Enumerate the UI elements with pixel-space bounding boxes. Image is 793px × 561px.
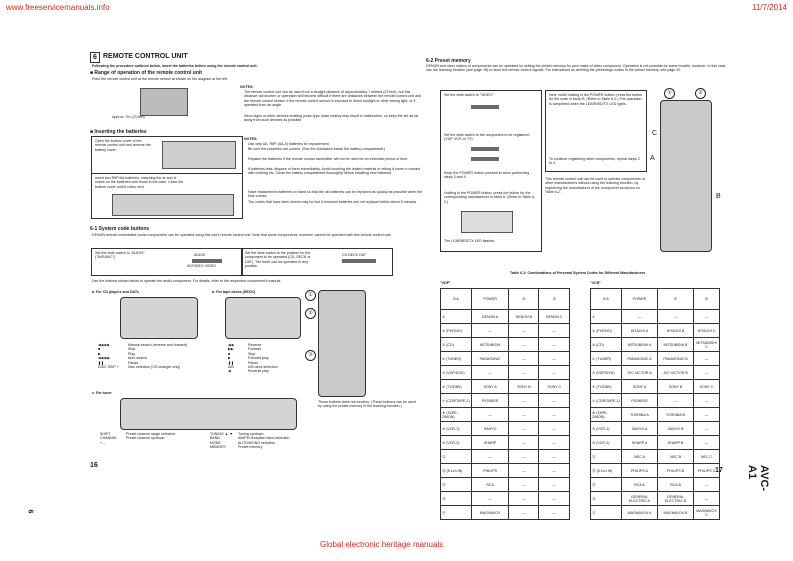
tuner-key: + – [100,440,106,445]
manufacturer-cell: — [472,492,509,506]
section-title: REMOTE CONTROL UNIT [103,53,188,60]
manufacturer-cell: — [509,408,539,422]
range-illustration [140,88,188,116]
manufacturer-cell: MITSUBISHI C [694,338,720,352]
range-notes-title: NOTES: [240,85,254,89]
manufacturer-cell: — [509,436,539,450]
battery-note-4: If batteries leak, dispose of them immediately. Avoid touching the leaked material or letting it come in contact with clothing etc. Clean the battery compartment thoroughly before installing new batteries. [248,167,421,176]
tuner-desc: Tuning up/down [238,432,264,436]
manufacturer-cell: SHARP A [622,436,658,450]
table-row [591,506,720,520]
learning-text: The LEARNED/TX LED flashes. [444,239,496,243]
manufacturer-cell: — [509,422,539,436]
header-cell: ⊟ [509,289,539,310]
vdp-table [440,288,570,520]
table-row [441,478,570,492]
batteries-title-text: Inserting the batteries [94,129,147,135]
manufacturer-cell: DENON B [509,310,539,324]
manufacturer-cell: PHILIPS B [657,464,693,478]
button-label-cell: ⑪ [591,450,622,464]
table-row [441,506,570,520]
button-label-cell: ⑦ (CDR/TAPE-1) [441,394,472,408]
deck-desc: Stop [248,351,256,356]
tuner-remote-panel [120,398,297,430]
manufacturer-cell: NEC C [694,450,720,464]
manufacturer-cell: RCA B [657,478,693,492]
manufacturer-cell: — [539,478,570,492]
code-step-2 [241,248,393,276]
callout-1-icon: ① [305,290,316,301]
button-label-cell: ③ (CD) [441,338,472,352]
manufacturer-cell: — [694,366,720,380]
manufacturer-cell: RCA [472,478,509,492]
tuner-function-list-left [100,432,220,445]
manufacturer-cell: — [539,338,570,352]
cd-desc: Pause [128,360,139,365]
vcr-table [590,288,720,520]
manufacturer-cell: — [539,366,570,380]
manufacturer-cell: SONY A [622,380,658,394]
callout-2-icon: ② [305,308,316,319]
manufacturer-cell: — [509,450,539,464]
manufacturer-cell: MAGNAVOX [472,506,509,520]
manufacturer-cell: PHILIPS C [694,464,720,478]
manufacturer-cell: — [539,506,570,520]
manufacturer-cell: NEC A [622,450,658,464]
preset-step-3: Keep the POWER button pressed in when performing steps 3 and 4. [444,171,530,180]
table-row [591,492,720,506]
manufacturer-cell: PIONEER [472,394,509,408]
manufacturer-cell: — [509,338,539,352]
button-label-cell: ⑧ (TAPE-2/MON) [591,408,622,422]
button-label-cell: ⑤ (VDP/DVD) [441,366,472,380]
manufacturer-cell: PHILIPS A [622,464,658,478]
tuner-key: CHANNEL [100,436,118,441]
battery-note-5: Have replacement batteries on hand so that the old batteries can be replaced as quickly as possible when the time comes. [248,190,423,199]
deck-key: ❚❚ [228,360,235,365]
button-label-cell: ⑫ (5.1ch IN) [591,464,622,478]
deck-desc: Forward [248,347,262,352]
button-label-cell: ⑥ (TV/DBS) [441,380,472,394]
preset-extra-text: This remote control unit can be used to operate components of other manufacturers without using the learning function, by registering the manufacturer of the component as shown on Table 6-2. [545,177,645,195]
manufacturer-cell: PANASONIC [472,352,509,366]
tuner-title: c. For tuner [92,391,112,395]
deck-desc: A/B deck selection [248,365,278,370]
button-label-cell: ⑥ (TV/DBS) [591,380,622,394]
manufacturer-cell: SONY B [657,380,693,394]
tuner-key: BAND [210,436,220,441]
manufacturer-cell: PANASONIC B [657,352,693,366]
table-header-row [591,289,720,310]
preset-memory-title: 6-2 Preset memory [426,58,471,64]
manufacturer-cell: JVC VICTOR A [622,366,658,380]
table-row [591,408,720,422]
manufacturer-cell: — [694,492,720,506]
button-label-cell: ③ (CD) [591,338,622,352]
button-label-cell: ① [591,310,622,324]
header-cell: ⊟ [539,289,570,310]
manufacturer-cell: SONY A [472,380,509,394]
right-page-number: 17 [715,467,723,474]
tuner-key: MEMORY [210,445,227,450]
button-label-cell: ⑨ (VCR-1) [591,422,622,436]
switch-video-label: AV/VIDEO VIDEO [187,264,216,268]
manufacturer-cell: — [509,464,539,478]
label-b: B [716,193,721,200]
cd-key: ◀◀ ▶▶ [98,356,111,361]
button-label-cell: ⑬ [591,478,622,492]
left-page-number: 16 [90,462,98,469]
manufacturer-cell: SANYO B [657,422,693,436]
manufacturer-cell: PANASONIC A [622,352,658,366]
manufacturer-cell: — [509,324,539,338]
manufacturer-cell: — [539,352,570,366]
button-label-cell: ⑭ [441,492,472,506]
tuner-desc: AUTO/MONO selection [238,440,276,445]
table-row [441,464,570,478]
table-row [591,394,720,408]
table-row [441,394,570,408]
manufacturer-cell: MAGNAVOX A [622,506,658,520]
manufacturer-cell: — [539,324,570,338]
manufacturer-cell: — [694,422,720,436]
table-row [591,352,720,366]
table-row [591,338,720,352]
header-cell: ⊟ [657,289,693,310]
cd-desc: Stop [128,347,136,352]
range-note-1: The remote control unit can be used from a straight distance of approximately 7 meters (23 feet), but this distance will shorten or operation will become difficult if there are obstacles between the remote control unit and the remote control sensor, if the remote control sensor is exposed to direct sunlight or other strong light, or if operated from an angle. [244,90,422,108]
button-label-cell: ⑨ (VCR-1) [441,422,472,436]
header-cell: B A [591,289,622,310]
deck-function-row [228,369,318,373]
table-row [441,422,570,436]
table-row [441,324,570,338]
cd-key: ❚❚ [98,360,105,365]
manufacturer-cell: MITSUBISHI A [622,338,658,352]
cd-desc: Play [128,351,135,356]
deck-key: ◀ [228,369,231,374]
deck-title: b. For tape decks (DECK) [212,290,256,294]
tuner-function-row [100,441,220,445]
manufacturer-cell: JVC VICTOR B [657,366,693,380]
table-row [441,366,570,380]
manufacturer-cell: — [539,408,570,422]
video-switch-icon [471,105,499,109]
battery-note-1: Use only AA, R6P (AA-3) batteries for replacement. [248,142,330,146]
tuner-key: MODE [210,440,221,445]
deck-remote-panel [225,297,301,339]
cd-desc: Disc selection (CD changer only) [128,365,181,370]
scan-date: 11/7/2014 [752,3,787,12]
tuner-desc: Preset channel range selection [126,432,176,436]
button-label-cell: ⑬ [441,478,472,492]
table-row [591,324,720,338]
system-code-title: 6-1 System code buttons [90,226,150,232]
manufacturer-cell: TOSHIBA B [657,408,693,422]
manufacturer-cell: NEC B [657,450,693,464]
battery-note-3: Replace the batteries if the remote control transmitter will not be used for an extended period of time. [248,157,409,161]
vcr-switch-icon [471,157,499,161]
button-label-cell: ④ (TUNER) [441,352,472,366]
manufacturer-cell: — [472,324,509,338]
cd-desc: Manual search (reverse and forward) [128,343,187,347]
manufacturer-cell: DENON A [472,310,509,324]
manufacturer-cell: — [694,478,720,492]
manufacturer-cell: MITSUBISHI [472,338,509,352]
battery-step-2-text: Insert two R6P/AA batteries, matching the ⊕ and ⊖ marks on the batteries with those in the case. Close the bottom cover until it clicks shut. [95,176,184,189]
deck-key: ◀◀ [228,343,234,347]
manufacturer-cell: HITACHI A [622,324,658,338]
button-label-cell: ⑦ (CDR/TAPE-1) [591,394,622,408]
manufacturer-cell: PIONEER [622,394,658,408]
switch-deck-label: CD DECK DAT [342,253,367,257]
preset-remote-illustration [660,100,712,252]
manufacturer-cell: — [694,408,720,422]
remote-back-illustration [162,141,236,169]
manufacturer-cell: — [539,450,570,464]
batteries-title: ■ Inserting the batteries [90,129,147,135]
manufacturer-cell: — [539,422,570,436]
table-row [441,408,570,422]
button-label-cell: ⑪ [441,450,472,464]
callout-1-icon: ① [664,88,675,99]
button-label-cell: ⑧ (TAPE-2/MON) [441,408,472,422]
battery-step-1-text: Open the bottom cover of the remote control unit and remove the battery cover. [95,139,151,152]
manufacturer-cell: SHARP [472,436,509,450]
table-row [441,436,570,450]
tuner-key: TUNING ▲ ▼ [210,432,233,436]
manufacturer-cell: DENON C [539,310,570,324]
preset-step-6: To continue registering other components, repeat steps 2 to 4. [549,157,640,166]
vdp-label: "VDP" [440,281,451,285]
table-row [591,310,720,324]
power-press-illustration [461,211,513,233]
cd-key: ▶ [98,351,101,356]
manufacturer-cell: — [509,478,539,492]
cd-function-list [98,343,218,369]
manufacturer-cell: GENERAL ELECTRIC A [622,492,658,506]
cd-title: a. For CD players and DATs [92,290,139,294]
table-row [591,436,720,450]
manufacturer-cell: — [509,394,539,408]
preset-step-4: Holding in the POWER button, press the button for the corresponding manufacturer in block A. (Refer to Table 6-2.) [444,191,536,204]
switch-audio-label: AUDIO [194,253,206,257]
intro-text: Following the procedure outlined below, insert the batteries before using the remote control unit. [92,64,258,68]
deck-key: A/B [228,365,234,370]
deck-key: ▶ [228,356,231,361]
battery-note-2: Be sure the polarities are correct. (See the illustration inside the battery compartment.) [248,147,386,151]
section-number-box: 6 [90,52,100,63]
button-label-cell: ⑮ [441,506,472,520]
code-step-1-text: Set the slide switch to "AUDIO" ("AVR/AVC"). [95,251,145,260]
tuner-desc: Preset memory [238,445,263,450]
manufacturer-cell: SONY B [509,380,539,394]
preset-intro: DENON and other makes of components can be operated by setting the preset memory for your make of video component. Operation is not possible for some models, however. In this case use the learning function (see page 18) to store the remote control signals. For instructions on deleting the preset/logo codes in the preset memory, see page 20. [426,64,726,73]
deck-desc: Pause [248,360,259,365]
battery-notes-title: NOTES: [244,137,258,141]
manufacturer-cell: SONY C [694,380,720,394]
button-label-cell: ④ (TUNER) [591,352,622,366]
header-cell: POWER [622,289,658,310]
battery-step-1 [91,136,243,174]
button-label-cell: ⑮ [591,506,622,520]
table-row [441,310,570,324]
cd-key: ◀◀ ▶▶ [98,343,111,347]
manufacturer-cell: — [657,310,693,324]
manufacturer-cell: GENERAL ELECTRIC B [657,492,693,506]
battery-note-6: The codes that have been stored may be lost if removed batteries are not replaced within about 5 minutes. [248,200,418,204]
manufacturer-cell: — [694,352,720,366]
manufacturer-cell: PHILIPS [472,464,509,478]
table-title: Table 6-2: Combinations of Personal System Codes for Different Manufacturers [510,271,646,275]
rotated-page-number: 6 [26,509,34,514]
code-step-3: Use the buttons shown below to operate the audio component. For details, refer to the respective component's manual. [92,279,282,283]
table-row [441,380,570,394]
preset-steps-right [545,90,647,172]
footer-watermark: Global electronic heritage manuals [320,540,444,549]
battery-step-2 [91,173,243,219]
manufacturer-cell: — [539,492,570,506]
code-step-1 [91,248,243,276]
manufacturer-cell: — [694,436,720,450]
vcr-label: "VCR" [590,281,601,285]
table-row [591,478,720,492]
remote-note: These buttons does not function. (These buttons can be used by using the preset memory in the learning function.) [318,400,416,409]
table-row [441,352,570,366]
table-row [591,450,720,464]
table-row [441,492,570,506]
manufacturer-cell: MAGNAVOX C [694,506,720,520]
callout-3-icon: ③ [305,350,316,361]
approx-label: Approx. 7m (23 feet) [112,115,145,119]
label-a: A [650,155,655,162]
range-text: Point the remote control unit at the remote sensor at shown on the diagram at the left. [92,77,229,81]
cd-remote-panel [120,297,198,339]
deck-desc: Reverse play [248,369,269,374]
table-row [441,450,570,464]
manufacturer-cell: — [509,492,539,506]
preset-step-2: Set the slide switch to the component to be registered (VDP, VCR or TV). [444,133,530,142]
manufacturer-cell: — [539,464,570,478]
deck-function-list [228,343,318,374]
manufacturer-cell: — [539,394,570,408]
deck-desc: Forward play [248,356,269,361]
deck-desc: Reverse [248,343,262,347]
model-side-label: AVC-A1 [746,465,770,492]
range-note-2: Neon signs or other devices emitting pulse-type noise nearby may result in malfunction, so keep the set as far away from such devices as possible. [244,114,419,123]
slide-switch-icon [192,259,222,263]
manufacturer-cell: — [539,436,570,450]
manufacturer-cell: SONY C [539,380,570,394]
button-label-cell: ⑤ (VDP/DVD) [591,366,622,380]
manufacturer-cell: — [472,450,509,464]
manufacturer-cell: HITACHI B [657,324,693,338]
manufacturer-cell: — [509,352,539,366]
vdp-switch-icon [471,147,499,151]
button-label-cell: ① [441,310,472,324]
deck-key: ■ [228,351,231,356]
manufacturer-cell: MITSUBISHI B [657,338,693,352]
manufacturer-cell: — [509,366,539,380]
table-row [441,338,570,352]
button-label-cell: ② (PHONO) [591,324,622,338]
preset-step-1: Set the slide switch to "VIDEO". [444,93,495,97]
callout-2-icon: ② [695,88,706,99]
manufacturer-cell: TOSHIBA A [622,408,658,422]
manufacturer-cell: — [694,310,720,324]
button-label-cell: ⑭ [591,492,622,506]
table-row [591,422,720,436]
table-header-row [441,289,570,310]
manufacturer-cell: SANYO [472,422,509,436]
manufacturer-cell: — [472,408,509,422]
label-c: C [652,130,658,137]
button-label-cell: ⑫ (5.1ch IN) [441,464,472,478]
manufacturer-cell: SANYO A [622,422,658,436]
header-cell: POWER [472,289,509,310]
preset-steps-left [440,90,542,252]
tuner-function-row [210,445,330,449]
preset-step-5: Next, while holding in the POWER button, press the button for the code in block B. (Refer to Table 6-2.) The operation is completed when the LEARNED/TX LED lights. [549,93,643,106]
manufacturer-cell: HITACHI C [694,324,720,338]
manufacturer-cell: — [622,310,658,324]
manufacturer-cell: SHARP B [657,436,693,450]
table-row [591,380,720,394]
manufacturer-cell: RCA A [622,478,658,492]
code-step-2-text: Set the slide switch to the position for the component to be operated (CD, DECK or DAT). The tuner can be operated in any position. [245,251,311,269]
manufacturer-cell: — [694,394,720,408]
tuner-key: SHIFT [100,432,111,436]
table-row [591,366,720,380]
source-url[interactable]: www.freeservicemanuals.info [6,3,110,12]
cd-desc: Auto search [128,356,148,361]
range-title: ■ Range of operation of the remote control unit [90,70,202,76]
cd-key: ■ [98,347,101,352]
battery-insert-illustration [112,194,234,216]
range-title-text: Range of operation of the remote control unit [94,70,202,76]
system-code-text: DENON remote-controllable audio components can be operated using this unit's remote control unit. Note that some components, however, cannot be operated with this remote control unit. [92,233,392,237]
manufacturer-cell: MAGNAVOX B [657,506,693,520]
slide-switch-deck-icon [342,259,376,263]
button-label-cell: ② (PHONO) [441,324,472,338]
tuner-desc: AM/FM reception band selection [238,436,290,441]
remote-control-illustration [318,290,366,397]
header-cell: B A [441,289,472,310]
manufacturer-cell: — [509,506,539,520]
manufacturer-cell: — [657,394,693,408]
cd-function-row [98,365,218,369]
tuner-function-list-right [210,432,330,450]
deck-key: ▶▶ [228,347,234,352]
tuner-desc: Preset channel up/down [126,436,165,441]
button-label-cell: ⑩ (VCR-2) [441,436,472,450]
button-label-cell: ⑩ (VCR-2) [591,436,622,450]
cd-key: DISC SKIP + [98,365,119,370]
table-row [591,464,720,478]
manufacturer-cell: — [472,366,509,380]
header-cell: ⊟ [694,289,720,310]
